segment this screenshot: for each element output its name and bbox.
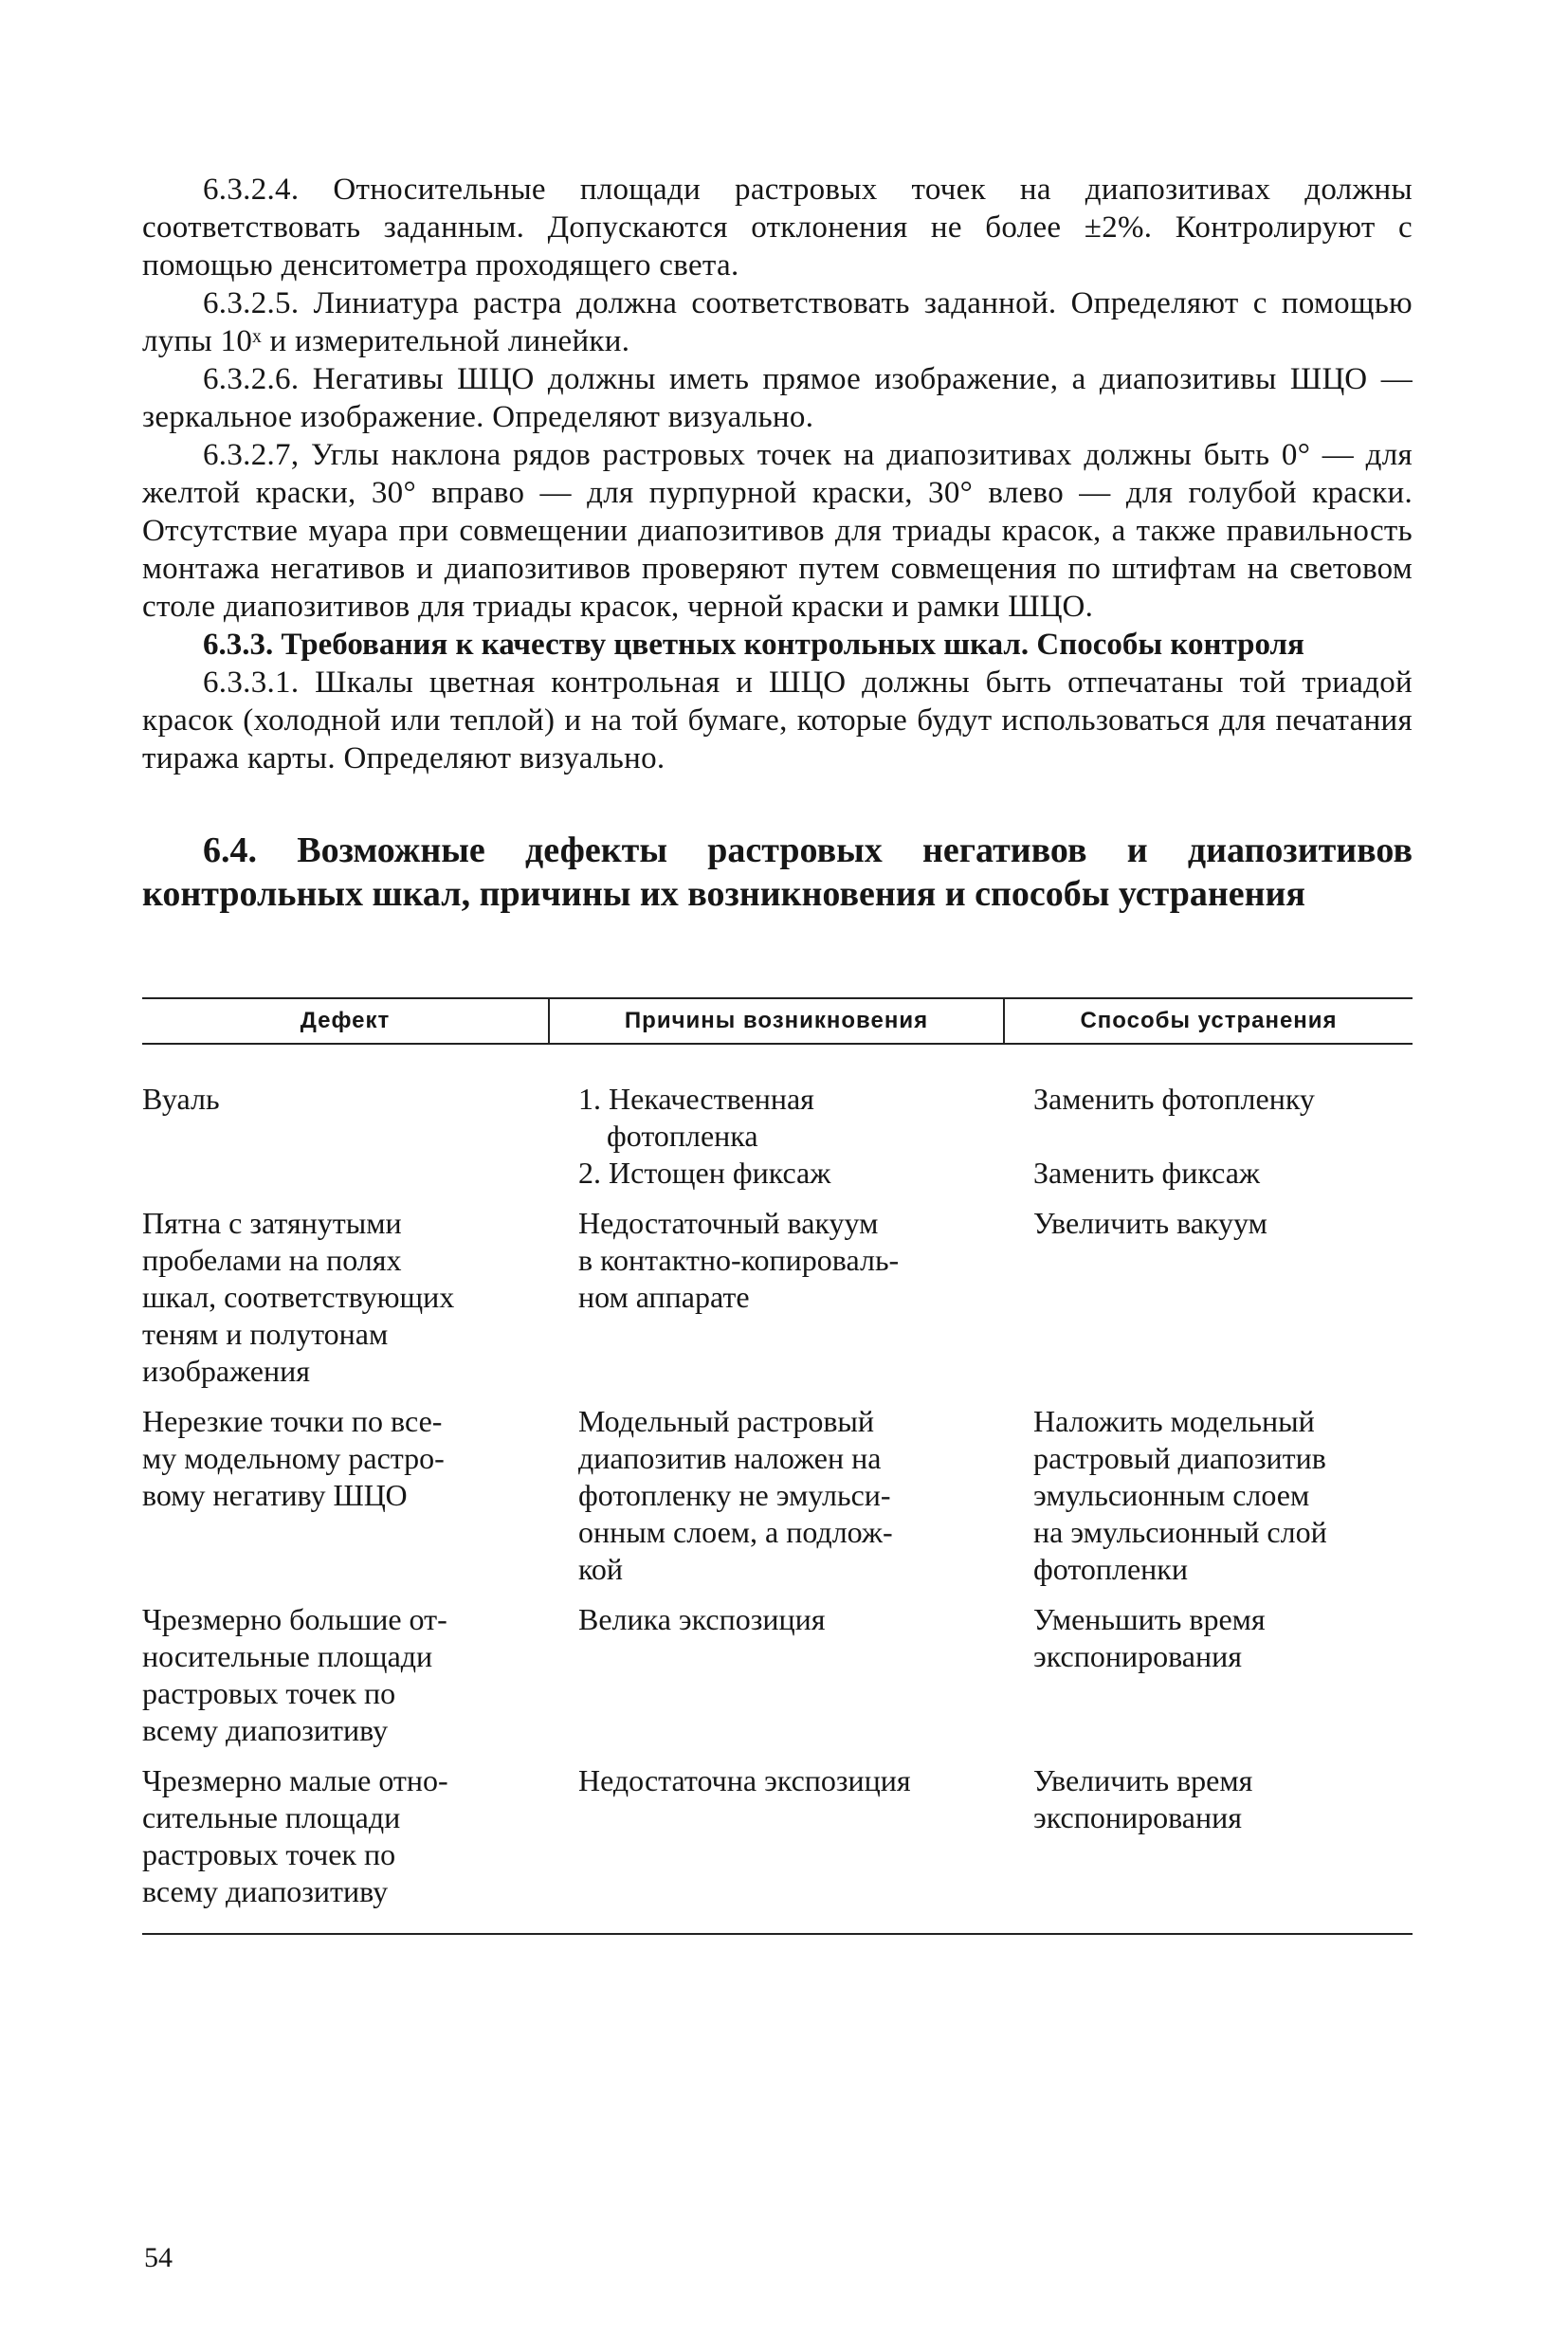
cell-line: всему диапозитиву xyxy=(142,1874,389,1908)
cell-line: му модельному растро- xyxy=(142,1441,445,1475)
paragraph-6-3-2-4: 6.3.2.4. Относительные площади растровых точек на диапозитивах должны соответствовать заданным. Допускаются отклонения не более ±2%. Контролируют с помощью денситометра проходящего света. xyxy=(142,173,1413,283)
paragraph-6-3-2-6: 6.3.2.6. Негативы ШЦО должны иметь прямое изображение, а диапозитивы ШЦО — зеркальное изображение. Определяют визуально. xyxy=(142,362,1413,434)
cell-line: фотопленку не эмульси- xyxy=(578,1478,891,1512)
defect-cell xyxy=(142,1403,578,1588)
cell-line: растровых точек по xyxy=(142,1837,396,1871)
cell-line: Чрезмерно малые отно- xyxy=(142,1763,448,1797)
cell-line: Вуаль xyxy=(142,1082,220,1116)
cell-line: экспонирования xyxy=(1033,1800,1242,1834)
cause-cell xyxy=(578,1081,1033,1155)
cell-line: шкал, соответствующих xyxy=(142,1280,455,1314)
cell-line: Увеличить время xyxy=(1033,1763,1253,1797)
cell-line: в контактно-копироваль- xyxy=(578,1243,900,1277)
header-defect: Дефект xyxy=(142,999,550,1043)
cell-line: Чрезмерно большие от- xyxy=(142,1602,447,1636)
paragraph-6-3-2-5: 6.3.2.5. Линиатура растра должна соответствовать заданной. Определяют с помощью лупы 10ˣ и измерительной линейки. xyxy=(142,286,1413,358)
remedy-cell xyxy=(1033,1601,1413,1749)
remedy-cell xyxy=(1033,1205,1413,1390)
cell-line: растровый диапозитив xyxy=(1033,1441,1326,1475)
remedy-cell xyxy=(1033,1403,1413,1588)
cell-line: эмульсионным слоем xyxy=(1033,1478,1310,1512)
cell-line: 1. Некачественная xyxy=(578,1082,814,1116)
cell-line: экспонирования xyxy=(1033,1639,1242,1673)
cell-line: диапозитив наложен на xyxy=(578,1441,882,1475)
cell-line xyxy=(142,1155,565,1192)
table-row xyxy=(142,1205,1413,1390)
page-number: 54 xyxy=(144,2242,173,2273)
cell-line: изображения xyxy=(142,1354,310,1388)
table-row xyxy=(142,1081,1413,1155)
table-row xyxy=(142,1601,1413,1749)
table-bottom-rule xyxy=(142,1933,1413,1935)
cell-line: носительные площади xyxy=(142,1639,433,1673)
cause-cell xyxy=(578,1762,1033,1910)
defect-cell xyxy=(142,1155,578,1192)
document-page xyxy=(142,171,1413,1935)
cell-line: сительные площади xyxy=(142,1800,401,1834)
cell-line: теням и полутонам xyxy=(142,1317,389,1351)
cell-line: Недостаточный вакуум xyxy=(578,1206,879,1240)
defect-cell xyxy=(142,1762,578,1910)
table-row xyxy=(142,1403,1413,1588)
cell-line: Увеличить вакуум xyxy=(1033,1206,1267,1240)
table-body xyxy=(142,1045,1413,1910)
cell-line: Пятна с затянутыми xyxy=(142,1206,402,1240)
cell-line: Наложить модельный xyxy=(1033,1404,1315,1438)
cell-line: Модельный растровый xyxy=(578,1404,875,1438)
cell-line: онным слоем, а подлож- xyxy=(578,1515,893,1549)
cell-line: Уменьшить время xyxy=(1033,1602,1266,1636)
paragraph-6-3-3-1: 6.3.3.1. Шкалы цветная контрольная и ШЦО должны быть отпечатаны той триадой красок (холодной или теплой) и на той бумаге, которые будут использоваться для печатания тиража карты. Определяют визуально. xyxy=(142,665,1413,775)
defect-cell xyxy=(142,1205,578,1390)
cell-line: фотопленка xyxy=(607,1119,758,1153)
cell-line: Заменить фиксаж xyxy=(1033,1156,1261,1190)
header-remedy: Способы устранения xyxy=(1080,1008,1338,1033)
remedy-cell xyxy=(1033,1762,1413,1910)
subheading-6-3-3: 6.3.3. Требования к качеству цветных контрольных шкал. Способы контроля xyxy=(203,628,1304,662)
cell-line: Недостаточна экспозиция xyxy=(578,1763,911,1797)
defects-table xyxy=(142,997,1413,1935)
section-title-6-4: 6.4. Возможные дефекты растровых негативов и диапозитивов контрольных шкал, причины их возникновения и способы устранения xyxy=(142,830,1413,914)
table-row xyxy=(142,1762,1413,1910)
cause-cell xyxy=(578,1601,1033,1749)
cause-cell xyxy=(578,1155,1033,1192)
remedy-cell xyxy=(1033,1155,1413,1192)
defect-cell xyxy=(142,1081,578,1155)
remedy-cell xyxy=(1033,1081,1413,1155)
cell-line: Нерезкие точки по все- xyxy=(142,1404,443,1438)
cell-line: Велика экспозиция xyxy=(578,1602,826,1636)
defect-cell xyxy=(142,1601,578,1749)
header-cause: Причины возникновения xyxy=(550,999,1005,1043)
table-header xyxy=(142,999,1413,1043)
cause-cell xyxy=(578,1403,1033,1588)
cell-line: пробелами на полях xyxy=(142,1243,402,1277)
cell-line: фотопленки xyxy=(1033,1552,1188,1586)
cell-line: вому негативу ШЦО xyxy=(142,1478,408,1512)
cell-line: Заменить фотопленку xyxy=(1033,1082,1315,1116)
paragraph-6-3-2-7: 6.3.2.7, Углы наклона рядов растровых точек на диапозитивах должны быть 0° — для желтой краски, 30° вправо — для пурпурной краски, 30° влево — для голубой краски. Отсутствие муара при совмещении диапозитивов для триады красок, а также правильность монтажа негативов и диапозитивов проверяют путем совмещения по штифтам на световом столе диапозитивов для триады красок, черной краски и рамки ШЦО. xyxy=(142,438,1413,624)
cell-line: 2. Истощен фиксаж xyxy=(578,1156,831,1190)
table-row xyxy=(142,1155,1413,1192)
cell-line: растровых точек по xyxy=(142,1676,396,1710)
cause-cell xyxy=(578,1205,1033,1390)
cell-line: ном аппарате xyxy=(578,1280,750,1314)
cell-line: на эмульсионный слой xyxy=(1033,1515,1327,1549)
cell-line: кой xyxy=(578,1552,624,1586)
cell-line: всему диапозитиву xyxy=(142,1713,389,1747)
